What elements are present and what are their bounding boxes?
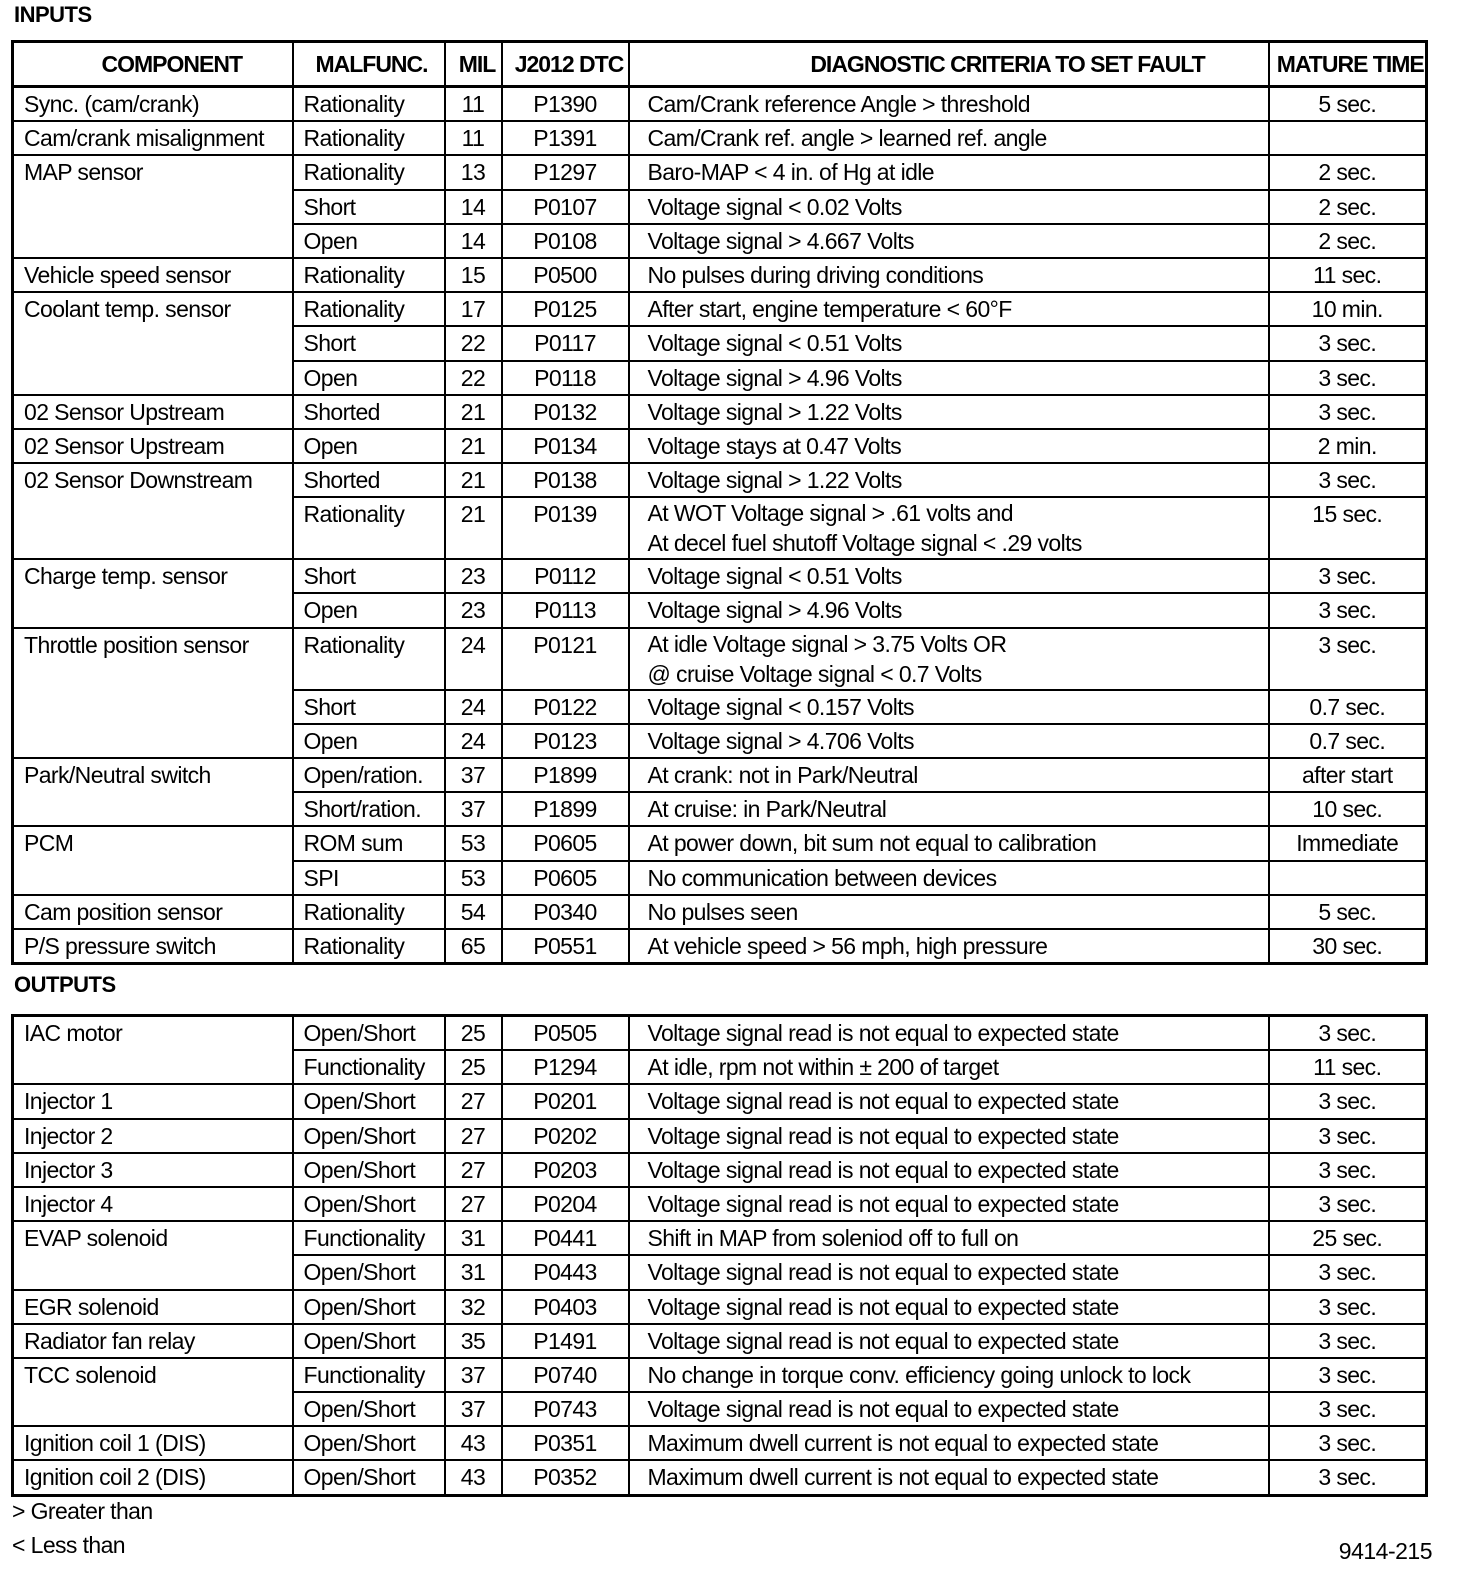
cell-malfunction: Open	[293, 361, 445, 395]
cell-mature-time: 3 sec.	[1269, 1392, 1427, 1426]
cell-malfunction: Open/Short	[293, 1016, 445, 1051]
cell-criteria: No change in torque conv. efficiency going unlock to lock	[629, 1358, 1269, 1392]
cell-criteria: Voltage signal read is not equal to expected state	[629, 1392, 1269, 1426]
cell-dtc: P1391	[502, 121, 629, 155]
cell-mature-time: 3 sec.	[1269, 628, 1427, 690]
cell-malfunction: Open/Short	[293, 1460, 445, 1495]
cell-malfunction: Functionality	[293, 1050, 445, 1084]
cell-component: Vehicle speed sensor	[13, 258, 293, 292]
cell-dtc: P0125	[502, 292, 629, 326]
outputs-title: OUTPUTS	[14, 972, 116, 997]
cell-component: Injector 4	[13, 1187, 293, 1221]
cell-malfunction: Rationality	[293, 155, 445, 189]
table-row	[13, 861, 1427, 895]
cell-mature-time: 3 sec.	[1269, 1187, 1427, 1221]
cell-component	[13, 190, 293, 224]
cell-mil: 15	[445, 258, 502, 292]
cell-criteria: Voltage signal read is not equal to expected state	[629, 1084, 1269, 1118]
col-header-component: COMPONENT	[13, 42, 293, 87]
cell-component	[13, 1255, 293, 1289]
table-row	[13, 792, 1427, 826]
cell-criteria: Shift in MAP from soleniod off to full on	[629, 1221, 1269, 1255]
cell-dtc: P0203	[502, 1153, 629, 1187]
cell-dtc: P0121	[502, 628, 629, 690]
cell-criteria: Maximum dwell current is not equal to expected state	[629, 1460, 1269, 1495]
cell-component	[13, 724, 293, 758]
cell-dtc: P0443	[502, 1255, 629, 1289]
cell-malfunction: Open/Short	[293, 1084, 445, 1118]
table-row	[13, 1426, 1427, 1460]
criteria-line-1: At idle Voltage signal > 3.75 Volts OR	[647, 630, 1007, 657]
cell-criteria	[629, 497, 1269, 559]
table-row	[13, 1084, 1427, 1118]
cell-component: PCM	[13, 826, 293, 860]
cell-mature-time: 3 sec.	[1269, 1119, 1427, 1153]
cell-criteria: Voltage signal > 4.96 Volts	[629, 361, 1269, 395]
cell-mil: 43	[445, 1460, 502, 1495]
cell-malfunction: Open/Short	[293, 1392, 445, 1426]
cell-malfunction: Rationality	[293, 258, 445, 292]
cell-criteria: Voltage signal < 0.51 Volts	[629, 326, 1269, 360]
footnote-greater-than: > Greater than	[12, 1498, 153, 1524]
cell-mil: 53	[445, 826, 502, 860]
cell-mil: 23	[445, 559, 502, 593]
cell-mature-time: 3 sec.	[1269, 326, 1427, 360]
cell-criteria: Voltage signal > 1.22 Volts	[629, 395, 1269, 429]
table-row	[13, 121, 1427, 155]
cell-mil: 37	[445, 792, 502, 826]
cell-component: Sync. (cam/crank)	[13, 87, 293, 122]
cell-malfunction: Shorted	[293, 463, 445, 497]
cell-mil: 37	[445, 1392, 502, 1426]
cell-mature-time: 3 sec.	[1318, 1020, 1377, 1046]
cell-mature-time: 11 sec.	[1269, 258, 1427, 292]
cell-mature-time: 30 sec.	[1269, 929, 1427, 964]
table-row	[13, 1016, 1427, 1051]
cell-dtc: P0441	[502, 1221, 629, 1255]
cell-dtc: P0505	[502, 1016, 629, 1051]
col-header-criteria: DIAGNOSTIC CRITERIA TO SET FAULT	[629, 42, 1269, 87]
cell-dtc: P0107	[502, 190, 629, 224]
cell-component: MAP sensor	[13, 155, 293, 189]
table-row	[13, 1221, 1427, 1255]
cell-criteria: At vehicle speed > 56 mph, high pressure	[629, 929, 1269, 964]
cell-mature-time: 3 sec.	[1269, 1324, 1427, 1358]
cell-component: TCC solenoid	[13, 1358, 293, 1392]
cell-dtc: P1899	[502, 792, 629, 826]
cell-criteria: Voltage signal read is not equal to expected state	[629, 1153, 1269, 1187]
table-row	[13, 1255, 1427, 1289]
cell-criteria: At power down, bit sum not equal to calibration	[629, 826, 1269, 860]
cell-mil: 31	[445, 1221, 502, 1255]
cell-criteria	[629, 628, 1269, 690]
cell-malfunction: Rationality	[293, 628, 445, 690]
cell-mil: 21	[445, 395, 502, 429]
cell-malfunction: Short	[293, 190, 445, 224]
cell-mature-time: 2 min.	[1269, 429, 1427, 463]
table-row	[13, 1460, 1427, 1495]
cell-component: Injector 3	[13, 1153, 293, 1187]
cell-mature-time: 3 sec.	[1269, 1153, 1427, 1187]
cell-component: Cam position sensor	[13, 895, 293, 929]
cell-mature-time: 5 sec.	[1269, 895, 1427, 929]
cell-dtc: P1899	[502, 758, 629, 792]
cell-component	[13, 224, 293, 258]
criteria-line-2: @ cruise Voltage signal < 0.7 Volts	[647, 660, 982, 687]
cell-component: Ignition coil 1 (DIS)	[13, 1426, 293, 1460]
cell-criteria: Voltage signal read is not equal to expected state	[629, 1290, 1269, 1324]
table-row	[13, 1187, 1427, 1221]
cell-criteria: Cam/Crank ref. angle > learned ref. angle	[629, 121, 1269, 155]
cell-criteria: Voltage stays at 0.47 Volts	[629, 429, 1269, 463]
footnote-less-than: < Less than	[12, 1532, 125, 1558]
table-row	[13, 1153, 1427, 1187]
cell-mil: 24	[445, 724, 502, 758]
table-row	[13, 1050, 1427, 1084]
cell-component: 02 Sensor Upstream	[13, 395, 293, 429]
cell-malfunction: Open/Short	[293, 1290, 445, 1324]
table-row	[13, 1119, 1427, 1153]
cell-component: Coolant temp. sensor	[13, 292, 293, 326]
cell-mil: 53	[445, 861, 502, 895]
cell-mil: 37	[445, 758, 502, 792]
cell-criteria: After start, engine temperature < 60°F	[629, 292, 1269, 326]
cell-mil: 27	[445, 1119, 502, 1153]
cell-mature-time: Immediate	[1269, 826, 1427, 860]
cell-malfunction: Short	[293, 690, 445, 724]
cell-component	[13, 361, 293, 395]
cell-component: 02 Sensor Upstream	[13, 429, 293, 463]
cell-mature-time: 3 sec.	[1269, 361, 1427, 395]
cell-dtc: P0500	[502, 258, 629, 292]
cell-mil: 27	[445, 1153, 502, 1187]
cell-malfunction: Open/Short	[293, 1426, 445, 1460]
table-row	[13, 395, 1427, 429]
cell-criteria: Voltage signal < 0.02 Volts	[629, 190, 1269, 224]
cell-malfunction: Open/Short	[293, 1119, 445, 1153]
cell-dtc: P0117	[502, 326, 629, 360]
cell-malfunction: Functionality	[293, 1221, 445, 1255]
cell-component	[13, 792, 293, 826]
table-row	[13, 826, 1427, 860]
cell-mil: 54	[445, 895, 502, 929]
cell-criteria: Voltage signal > 1.22 Volts	[629, 463, 1269, 497]
cell-component	[13, 593, 293, 627]
table-row	[13, 497, 1427, 559]
table-row	[13, 628, 1427, 690]
table-row	[13, 724, 1427, 758]
cell-mature-time: 10 min.	[1269, 292, 1427, 326]
table-row	[13, 929, 1427, 964]
cell-component: P/S pressure switch	[13, 929, 293, 964]
table-row	[13, 326, 1427, 360]
cell-mature-time: 3 sec.	[1269, 1255, 1427, 1289]
cell-mature-time	[1269, 861, 1427, 895]
cell-component: Radiator fan relay	[13, 1324, 293, 1358]
cell-criteria: Voltage signal read is not equal to expected state	[629, 1255, 1269, 1289]
cell-mature-time: 3 sec.	[1269, 1358, 1427, 1392]
table-row	[13, 429, 1427, 463]
figure-number: 9414-215	[1338, 1538, 1432, 1564]
cell-component: EGR solenoid	[13, 1290, 293, 1324]
cell-mature-time: 3 sec.	[1269, 593, 1427, 627]
cell-criteria: Voltage signal read is not equal to expected state	[629, 1016, 1269, 1051]
cell-mil: 24	[445, 690, 502, 724]
cell-component: Injector 1	[13, 1084, 293, 1118]
cell-mil: 35	[445, 1324, 502, 1358]
col-header-dtc: J2012 DTC	[502, 42, 629, 87]
cell-mature-time: 3 sec.	[1269, 463, 1427, 497]
cell-mil: 13	[445, 155, 502, 189]
table-row	[13, 292, 1427, 326]
cell-mature-time: 2 sec.	[1269, 190, 1427, 224]
cell-criteria: No pulses during driving conditions	[629, 258, 1269, 292]
cell-mil: 11	[445, 87, 502, 122]
cell-malfunction: Rationality	[293, 929, 445, 964]
cell-mature-time: 10 sec.	[1269, 792, 1427, 826]
cell-dtc: P0352	[502, 1460, 629, 1495]
cell-component: Throttle position sensor	[13, 628, 293, 690]
cell-component	[13, 497, 293, 559]
cell-mil: 32	[445, 1290, 502, 1324]
cell-dtc: P1390	[502, 87, 629, 122]
cell-criteria: No communication between devices	[629, 861, 1269, 895]
criteria-line-1: At WOT Voltage signal > .61 volts and	[647, 500, 1013, 527]
col-header-mature-time: MATURE TIME	[1269, 42, 1427, 87]
cell-mature-time	[1269, 121, 1427, 155]
inputs-header-row	[13, 42, 1427, 87]
cell-criteria: Voltage signal read is not equal to expected state	[629, 1119, 1269, 1153]
cell-mature-time: 11 sec.	[1269, 1050, 1427, 1084]
cell-criteria: Voltage signal < 0.51 Volts	[629, 559, 1269, 593]
cell-dtc: P0201	[502, 1084, 629, 1118]
cell-malfunction: SPI	[293, 861, 445, 895]
cell-mil: 21	[445, 463, 502, 497]
table-row	[13, 155, 1427, 189]
cell-criteria: Maximum dwell current is not equal to expected state	[629, 1426, 1269, 1460]
cell-dtc: P1491	[502, 1324, 629, 1358]
cell-mil: 27	[445, 1187, 502, 1221]
cell-mil: 24	[445, 628, 502, 690]
cell-malfunction: Short	[293, 559, 445, 593]
cell-dtc: P0605	[502, 826, 629, 860]
cell-malfunction: Open/Short	[293, 1255, 445, 1289]
col-header-malfunc: MALFUNC.	[293, 42, 445, 87]
cell-component	[13, 326, 293, 360]
cell-mature-time: 0.7 sec.	[1269, 690, 1427, 724]
cell-malfunction: Open	[293, 429, 445, 463]
table-row	[13, 593, 1427, 627]
cell-dtc: P0123	[502, 724, 629, 758]
cell-malfunction: Open	[293, 724, 445, 758]
cell-dtc: P0204	[502, 1187, 629, 1221]
cell-component: Cam/crank misalignment	[13, 121, 293, 155]
cell-dtc: P0202	[502, 1119, 629, 1153]
cell-malfunction: Rationality	[293, 87, 445, 122]
cell-malfunction: ROM sum	[293, 826, 445, 860]
table-row	[13, 1290, 1427, 1324]
table-row	[13, 690, 1427, 724]
table-row	[13, 361, 1427, 395]
cell-malfunction: Open/ration.	[293, 758, 445, 792]
criteria-line-2: At decel fuel shutoff Voltage signal < .29 volts	[647, 530, 1082, 557]
cell-dtc: P0134	[502, 429, 629, 463]
cell-component	[13, 1050, 293, 1084]
cell-component: Charge temp. sensor	[13, 559, 293, 593]
cell-dtc: P0403	[502, 1290, 629, 1324]
cell-criteria: At idle, rpm not within ± 200 of target	[629, 1050, 1269, 1084]
cell-component: IAC motor	[13, 1016, 293, 1051]
cell-malfunction: Rationality	[293, 497, 445, 559]
cell-malfunction: Shorted	[293, 395, 445, 429]
cell-component	[13, 1392, 293, 1426]
cell-criteria: At cruise: in Park/Neutral	[629, 792, 1269, 826]
cell-malfunction: Open/Short	[293, 1324, 445, 1358]
cell-criteria: Baro-MAP < 4 in. of Hg at idle	[629, 155, 1269, 189]
table-row	[13, 895, 1427, 929]
cell-dtc: P0108	[502, 224, 629, 258]
cell-criteria: Voltage signal > 4.667 Volts	[629, 224, 1269, 258]
cell-mature-time: 0.7 sec.	[1269, 724, 1427, 758]
col-header-mil: MIL	[445, 42, 502, 87]
inputs-title: INPUTS	[14, 2, 92, 27]
cell-mature-time: 3 sec.	[1269, 1426, 1427, 1460]
cell-mature-time: 3 sec.	[1269, 395, 1427, 429]
cell-criteria: Voltage signal read is not equal to expected state	[629, 1187, 1269, 1221]
cell-mature-time: 25 sec.	[1269, 1221, 1427, 1255]
cell-dtc: P0740	[502, 1358, 629, 1392]
cell-malfunction: Functionality	[293, 1358, 445, 1392]
cell-component: EVAP solenoid	[13, 1221, 293, 1255]
cell-mil: 65	[445, 929, 502, 964]
cell-component: Injector 2	[13, 1119, 293, 1153]
cell-mature-time: 15 sec.	[1269, 497, 1427, 559]
cell-criteria: Voltage signal > 4.96 Volts	[629, 593, 1269, 627]
cell-dtc: P0605	[502, 861, 629, 895]
cell-mil: 37	[445, 1358, 502, 1392]
cell-malfunction: Open	[293, 593, 445, 627]
cell-malfunction: Short	[293, 326, 445, 360]
cell-dtc: P0743	[502, 1392, 629, 1426]
table-row	[13, 258, 1427, 292]
cell-criteria: No pulses seen	[629, 895, 1269, 929]
cell-mature-time: 3 sec.	[1269, 559, 1427, 593]
cell-mature-time: 5 sec.	[1269, 87, 1427, 122]
cell-malfunction: Rationality	[293, 895, 445, 929]
cell-mil: 14	[445, 224, 502, 258]
cell-dtc: P1297	[502, 155, 629, 189]
cell-mil: 17	[445, 292, 502, 326]
cell-mil: 25	[445, 1016, 502, 1051]
cell-dtc: P0113	[502, 593, 629, 627]
cell-malfunction: Open/Short	[293, 1187, 445, 1221]
cell-mil: 27	[445, 1084, 502, 1118]
cell-mature-time: after start	[1269, 758, 1427, 792]
cell-malfunction: Open	[293, 224, 445, 258]
table-row	[13, 758, 1427, 792]
cell-dtc: P0112	[502, 559, 629, 593]
cell-dtc: P0351	[502, 1426, 629, 1460]
cell-mature-time: 3 sec.	[1269, 1460, 1427, 1495]
cell-dtc: P0118	[502, 361, 629, 395]
cell-mil: 31	[445, 1255, 502, 1289]
table-row	[13, 190, 1427, 224]
cell-mil: 22	[445, 326, 502, 360]
cell-component: Ignition coil 2 (DIS)	[13, 1460, 293, 1495]
table-row	[13, 224, 1427, 258]
table-row	[13, 1324, 1427, 1358]
cell-component	[13, 690, 293, 724]
table-row	[13, 1358, 1427, 1392]
cell-malfunction: Open/Short	[293, 1153, 445, 1187]
cell-dtc: P0122	[502, 690, 629, 724]
cell-mil: 43	[445, 1426, 502, 1460]
cell-mature-time: 2 sec.	[1269, 155, 1427, 189]
table-row	[13, 1392, 1427, 1426]
outputs-table	[11, 1014, 1428, 1497]
cell-criteria: Cam/Crank reference Angle > threshold	[629, 87, 1269, 122]
cell-component	[13, 861, 293, 895]
table-row	[13, 87, 1427, 122]
cell-criteria: Voltage signal > 4.706 Volts	[629, 724, 1269, 758]
cell-mil: 23	[445, 593, 502, 627]
cell-mature-time: 3 sec.	[1269, 1290, 1427, 1324]
cell-malfunction: Short/ration.	[293, 792, 445, 826]
cell-malfunction: Rationality	[293, 121, 445, 155]
cell-dtc: P0138	[502, 463, 629, 497]
table-row	[13, 559, 1427, 593]
cell-malfunction: Rationality	[293, 292, 445, 326]
cell-component: 02 Sensor Downstream	[13, 463, 293, 497]
cell-mil: 21	[445, 497, 502, 559]
cell-component: Park/Neutral switch	[13, 758, 293, 792]
cell-dtc: P0139	[502, 497, 629, 559]
cell-dtc: P0340	[502, 895, 629, 929]
cell-criteria: At crank: not in Park/Neutral	[629, 758, 1269, 792]
cell-mil: 21	[445, 429, 502, 463]
table-row	[13, 463, 1427, 497]
cell-mature-time: 3 sec.	[1269, 1084, 1427, 1118]
cell-mil: 11	[445, 121, 502, 155]
cell-mature-time: 2 sec.	[1269, 224, 1427, 258]
cell-criteria: Voltage signal < 0.157 Volts	[629, 690, 1269, 724]
cell-mil: 25	[445, 1050, 502, 1084]
cell-dtc: P0551	[502, 929, 629, 964]
cell-mil: 22	[445, 361, 502, 395]
cell-dtc: P0132	[502, 395, 629, 429]
cell-mil: 14	[445, 190, 502, 224]
cell-dtc: P1294	[502, 1050, 629, 1084]
cell-criteria: Voltage signal read is not equal to expected state	[629, 1324, 1269, 1358]
inputs-table	[11, 40, 1428, 965]
